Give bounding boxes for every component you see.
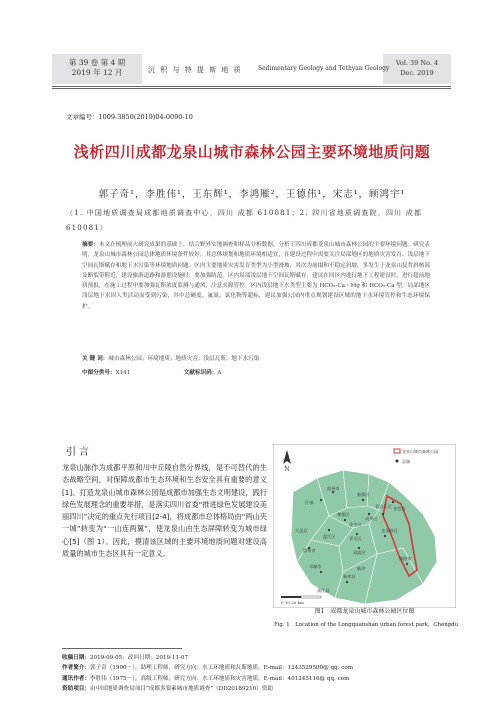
- clc-label: 中图分类号：: [82, 370, 116, 376]
- place-label: 双流区: [353, 550, 366, 555]
- abstract-label: 摘要：: [82, 242, 99, 248]
- author-bio-line: 作者简介：郭子奇（1990－），助理工程师，研究方向：水工环地质和瓦斯地质。E-mail：1243529500@ qq. com: [62, 665, 354, 672]
- volume-info-cn: [52, 58, 142, 78]
- place-label: 青羊区: [349, 536, 362, 541]
- place-label: 新都区: [357, 492, 370, 497]
- footnotes: [62, 653, 452, 694]
- place-label: 简阳市: [399, 556, 412, 561]
- classification: [82, 368, 430, 376]
- keywords: [82, 354, 430, 362]
- location-map: [273, 444, 456, 608]
- place-label: 龙泉驿区: [381, 528, 398, 533]
- journal-header: [0, 52, 504, 84]
- funding-line: 资助项目：由中国地质调查局项目“成都多要素城市地质调查”（DD20189210）资助: [62, 685, 273, 692]
- journal-name-cn: 沉 积 与 特 提 斯 地 质: [148, 66, 243, 74]
- place-label: 青白江区: [375, 504, 392, 509]
- place-label: 蒲江县: [317, 588, 330, 593]
- place-label: 大邑县: [295, 528, 308, 533]
- clc-value: X141: [115, 370, 131, 376]
- volume-cn: 第 39 卷 第 4 期: [68, 58, 126, 67]
- volume-info-en: [383, 58, 451, 78]
- author-list: 郭子奇¹，李胜伟¹，王东辉¹，李鸿雁²，王德伟¹，宋志¹，顾鸿宇¹: [98, 189, 406, 200]
- place-label: 金牛区: [349, 522, 362, 527]
- volume-en: Vol. 39 No. 4: [395, 59, 439, 67]
- footnote-rule: [62, 648, 182, 649]
- place-label: 崇州市: [303, 548, 316, 553]
- legend-county-swatch: [396, 460, 399, 463]
- journal-name-en: Sedimentary Geology and Tethyan Geology: [258, 65, 390, 72]
- section-heading: 引言: [66, 447, 92, 458]
- date-cn: 2019 年 12 月: [71, 68, 123, 77]
- header-rule-2: [52, 88, 451, 89]
- received-line: 收稿日期：2019-09-05；改回日期：2019-11-07: [62, 655, 189, 661]
- legend-county-label: 县城: [402, 459, 410, 464]
- north-label: N: [284, 466, 290, 473]
- affiliation: （1. 中国地质调查局成都地质调查中心，四川 成都 610081；2. 四川省地质调查院，四川 成都 610081）: [66, 209, 423, 232]
- figure-caption-en: Fig. 1 Location of the Longquanshan urban forest park，Chengdu: [273, 622, 459, 628]
- place-label: 邛崃市: [309, 564, 322, 569]
- abstract-text: 本文在梳理前人研究成果的基础上，结合野外实地调查和样品分析数据，分析了四川成都龙泉山城市森林公园的主要环境问题。研究表明，龙泉山城市森林公园总体地质环境条件较好，其总体规划和地质环境相适宜，在建设过程中需要关注局部地区的地质灾害发育、浅层地下空间瓦斯赋存和地下水污染等环境地质问题。区内主要地质灾害发育类型为小型滑坡，其次为崩塌和不稳定斜坡，多发生于龙泉山复背斜核部及断裂带附近，建设旅游道路和游憩设施时，要加强防范。区内局部浅层地下空间瓦斯赋存，建议在回区内进行地下工程建设时，进行超前地质预报，在施工过程中要加强瓦斯浓度监测与通风，注意火源管控。区内浅层地下水类型主要为 HCO₃-Ca・Mg 和 HCO₃-Ca 型，局部地区浅层地下水因人类活动而受到污染，其中总硬度、氟氮、氯化物等超标，建议加强公园内重点规划建设区域的地下水环境管控和生态环境保护。: [82, 242, 430, 310]
- legend-park-label: 龙泉山城市森林公园: [402, 449, 438, 454]
- figure-caption-cn: 图1 成都龙泉山城市森林公园区位图: [314, 608, 415, 615]
- keywords-label: 关 键 词：: [82, 356, 109, 362]
- header-rule: [52, 86, 451, 87]
- doc-code-label: 文献标识码：: [183, 370, 218, 376]
- place-label: 温江区: [323, 534, 336, 539]
- abstract: [82, 240, 430, 312]
- article-number: 文章编号：1009-3850(2019)04-0090-10: [66, 113, 193, 121]
- doc-code-value: A: [217, 370, 222, 376]
- keywords-text: 城市森林公园；环境地质；地质灾害；浅层瓦斯；地下水污染: [108, 356, 260, 362]
- scale-label: 0 10 20 km: [281, 600, 304, 605]
- place-label: 成华区: [365, 516, 378, 521]
- intro-paragraph: 龙泉山脉作为成都平原和川中丘陵自然分界线，是不可替代的生态战略空间，对保障成都市生态环境和生态安全具有重要的意义[1]。打造龙泉山城市森林公园是成都市加强生态文明建设，践行绿色发展理念的重要举措，是落实四川省委“推进绿色发展建设美丽四川”决定的重点先行项目[2-4]，将成都市总体格局由“两山夹一城”转变为“一山连两翼”，使龙泉山由生态屏障转变为城市绿心[5]（图 1）。因此，摸清该区域的主要环境地质问题对建设高质量的城市生态区具有一定意义。: [62, 463, 267, 559]
- place-label: 什邡: [305, 500, 314, 505]
- place-label: 金堂县: [393, 506, 406, 511]
- paper-title: 浅析四川成都龙泉山城市森林公园主要环境地质问题: [73, 143, 431, 161]
- corresponding-author-line: 通讯作者：李胜伟（1975－），高级工程师，研究方向：水工环地质和灾害地质。E-mail：401245116@ qq. com: [62, 675, 350, 682]
- place-label: 彭州市: [327, 486, 340, 491]
- place-label: 新津: [357, 566, 366, 571]
- place-label: 郫都区: [337, 512, 350, 517]
- date-en: Dec. 2019: [400, 69, 434, 77]
- place-label: 新津县: [343, 574, 356, 579]
